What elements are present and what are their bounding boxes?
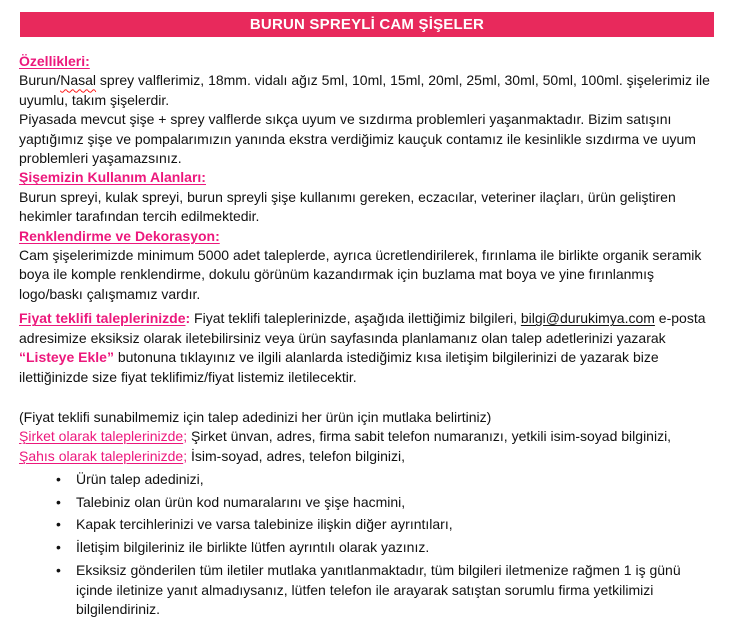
fiyat-text-3: butonuna tıklayınız ve ilgili alanlarda istediğimiz kısa iletişim bilgilerinizi de yazarak bize ilettiğinizde size fiyat teklifimiz/fiyat listemiz iletilecektir.	[19, 349, 659, 385]
ozellikleri-p1-pre: Burun/	[19, 72, 61, 89]
section-heading-ozellikleri	[19, 52, 715, 71]
sahis-text: İsim-soyad, adres, telefon bilginizi,	[191, 447, 405, 464]
listeye-ekle-reference: “Listeye Ekle”	[19, 349, 114, 366]
talep-notu-paragraph: (Fiyat teklifi sunabilmemiz için talep adedinizi her ürün için mutlaka belirtiniz)	[19, 408, 492, 425]
requirements-list	[19, 470, 715, 619]
ozellikleri-paragraph-1	[19, 71, 715, 110]
fiyat-text-2: e-posta adresimize eksiksiz olarak iletebilirsiniz veya ürün sayfasında planlamanız olan talep adetlerinizi yazarak	[19, 310, 706, 346]
fiyat-teklifi-paragraph	[19, 309, 715, 387]
list-item: • Kapak tercihlerinizi ve varsa talebinize ilişkin diğer ayrıntıları,	[56, 515, 715, 534]
heading-fiyat-colon: :	[185, 310, 191, 327]
ozellikleri-paragraph-2: Piyasada mevcut şişe + sprey valflerde sıkça uyum ve sızdırma problemleri yaşanmaktadır. Bizim satışını yaptığımız şişe ve pompalarımızın yanında ekstra verdiğimiz kauçuk contamız ile kesinlikle sızdırma ve uyum problemleri yaşamazsınız.	[19, 111, 696, 167]
list-item: • Eksiksiz gönderilen tüm iletiler mutlaka yanıtlanmaktadır, tüm bilgileri iletmenize rağmen 1 iş günü içinde iletinize yanıt almadıysanız, lütfen telefon ile arayarak satıştan sorumlu firma yetkilimizi bilgilendiriniz.	[56, 561, 715, 619]
sirket-separator: ;	[183, 428, 191, 445]
sahis-label: Şahıs olarak taleplerinizde	[19, 447, 184, 464]
sirket-line	[19, 427, 715, 446]
list-item: • İletişim bilgileriniz ile birlikte lütfen ayrıntılı olarak yazınız.	[56, 538, 715, 557]
sahis-line	[19, 447, 715, 466]
list-item: • Ürün talep adedinizi,	[56, 470, 715, 489]
section-heading-kullanim	[19, 168, 715, 187]
ozellikleri-p1-post: sprey valflerimiz, 18mm. vidalı ağız 5ml, 10ml, 15ml, 20ml, 25ml, 30ml, 50ml, 100ml. şişelerimiz ile uyumlu, takım şişelerdir.	[19, 72, 710, 108]
fiyat-text-1: Fiyat teklifi taleplerinizde, aşağıda ilettiğimiz bilgileri,	[190, 310, 521, 327]
heading-renklendirme: Renklendirme ve Dekorasyon:	[19, 227, 220, 244]
page-title: BURUN SPREYLİ CAM ŞİŞELER	[249, 16, 485, 33]
sirket-text: Şirket ünvan, adres, firma sabit telefon numaranızı, yetkili isim-soyad bilginizi,	[190, 428, 672, 445]
spellcheck-word: Nasal	[60, 72, 97, 89]
heading-fiyat-teklifi: Fiyat teklifi taleplerinizde	[19, 310, 186, 327]
heading-kullanim-alanlari: Şişemizin Kullanım Alanları:	[19, 169, 206, 186]
document-body	[0, 37, 734, 619]
sirket-label: Şirket olarak taleplerinizde	[19, 428, 184, 445]
email-link[interactable]: bilgi@durukimya.com	[520, 310, 655, 327]
renklendirme-paragraph: Cam şişelerimizde minimum 5000 adet taleplerde, ayrıca ücretlendirilerek, fırınlama ile birlikte organik seramik boya ile komple renklendirme, dokulu görünüm kazandırmak için buzlama mat boya ve yine fırınlanmış logo/baskı çalışmamız vardır.	[19, 247, 702, 302]
sahis-separator: ;	[183, 447, 191, 464]
page-title-banner	[20, 12, 714, 37]
heading-ozellikleri: Özellikleri:	[19, 53, 90, 69]
list-item: • Talebiniz olan ürün kod numaralarını ve şişe hacmini,	[56, 493, 715, 512]
kullanim-paragraph: Burun spreyi, kulak spreyi, burun spreyli şişe kullanımı gereken, eczacılar, veteriner ilaçları, ürün geliştiren hekimler tarafından tercih edilmektedir.	[19, 188, 676, 225]
section-heading-renklendirme	[19, 227, 715, 246]
